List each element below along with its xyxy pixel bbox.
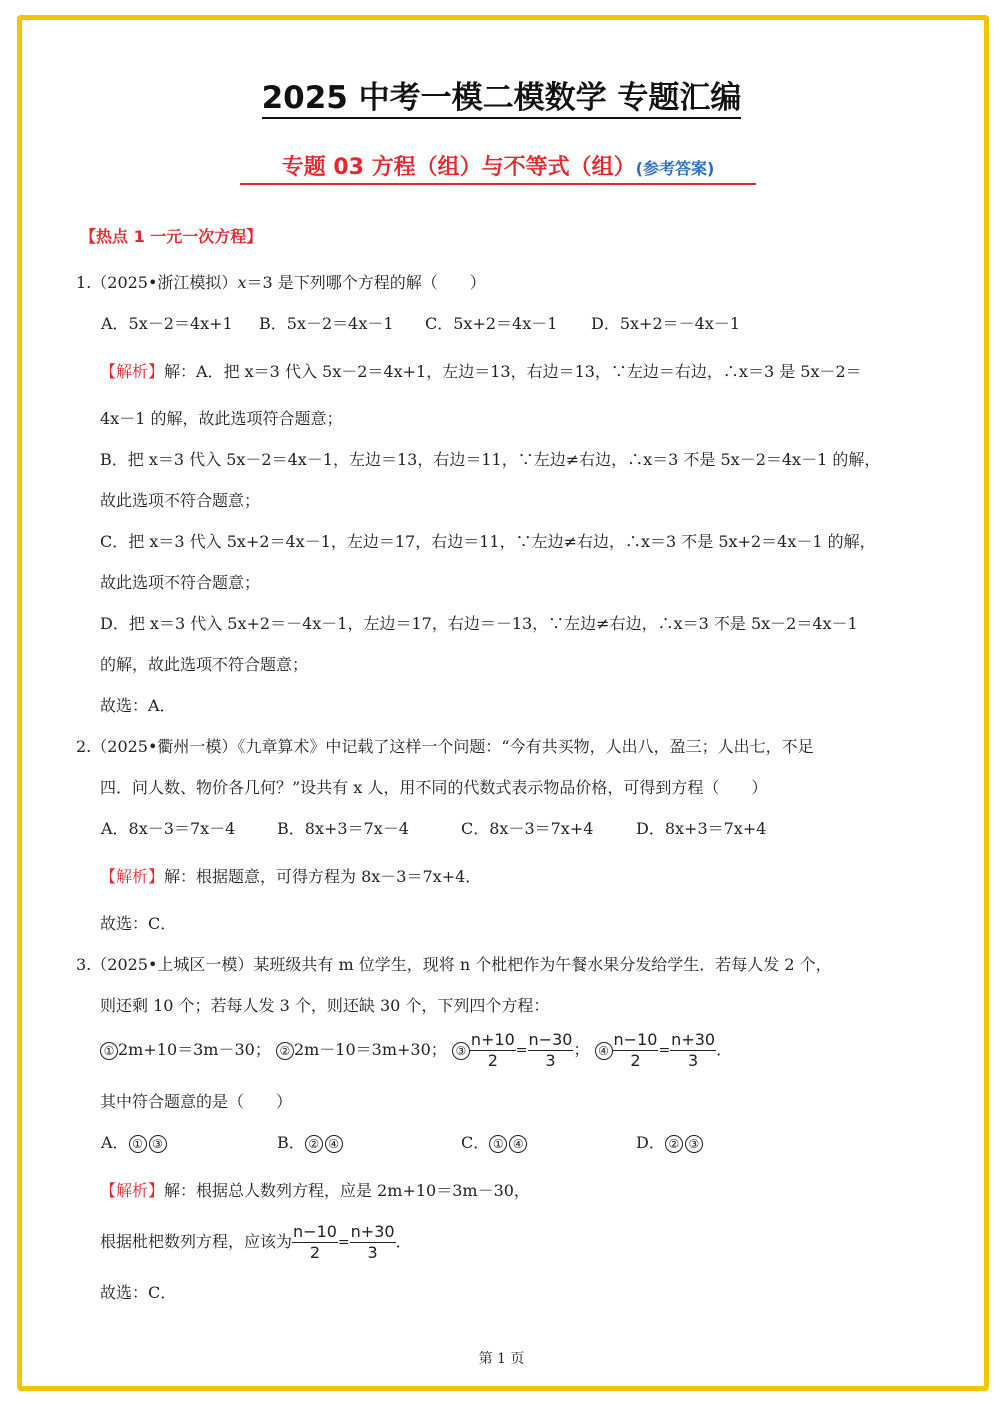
q3-stem-line-1: 3.（2025•上城区一模）某班级共有 m 位学生，现将 n 个枇杷作为午餐水果分发给学生．若每人发 2 个， bbox=[76, 955, 832, 974]
q3-answer: 故选：C． bbox=[100, 1283, 177, 1302]
q3-equations: ① 2m+10＝3m－30； ② 2m－10＝3m+30； ③ $\frac{n+10}{2}$ = $\frac{n-30}{3}$ ； ④ $\frac{n-10}{2}$ = $\frac{n+30}{3}$ ． bbox=[100, 1028, 732, 1073]
q1-stem: 1.（2025•浙江模拟）x＝3 是下列哪个方程的解（ ） bbox=[76, 273, 486, 292]
q1-option-d: D．5x+2＝－4x－1 bbox=[591, 314, 741, 333]
circle-1: ① bbox=[129, 1135, 147, 1153]
q1-analysis-line-4: 故此选项不符合题意； bbox=[100, 491, 261, 510]
analysis-tag: 【解析】 bbox=[100, 867, 165, 886]
circle-2: ② bbox=[276, 1042, 294, 1060]
circle-4: ④ bbox=[595, 1042, 613, 1060]
q2-stem-line-1: 2.（2025•衢州一模）《九章算术》中记载了这样一个问题：“今有共买物，人出八，盈三；人出七，不足 bbox=[76, 737, 814, 756]
circle-3: ③ bbox=[149, 1135, 167, 1153]
q3-option-b: B． ② ④ bbox=[277, 1132, 343, 1154]
q2-option-c: C．8x－3＝7x+4 bbox=[461, 819, 594, 838]
q1-analysis-line-8: 的解，故此选项不符合题意； bbox=[100, 655, 309, 674]
circle-3: ③ bbox=[452, 1042, 470, 1060]
page-number: 第 1 页 bbox=[478, 1351, 525, 1367]
q3-stem-line-2: 则还剩 10 个；若每人发 3 个，则还缺 30 个，下列四个方程： bbox=[100, 996, 550, 1015]
q2-answer: 故选：C． bbox=[100, 914, 177, 933]
fraction: $\frac{n-30}{3}$ bbox=[528, 1030, 573, 1070]
analysis-tag: 【解析】 bbox=[100, 362, 165, 381]
circle-1: ① bbox=[100, 1042, 118, 1060]
q3-option-a: A． ① ③ bbox=[101, 1132, 167, 1154]
q1-option-a: A．5x－2＝4x+1 bbox=[101, 314, 233, 333]
circle-1: ① bbox=[489, 1135, 507, 1153]
q3-analysis-line-2: 根据枇杷数列方程，应该为 $\frac{n-10}{2}$ = $\frac{n+30}{3}$ ． bbox=[100, 1222, 412, 1262]
q1-analysis-line-7: D．把 x＝3 代入 5x+2＝－4x－1，左边＝17，右边＝－13，∵左边≠右边，∴x＝3 不是 5x－2＝4x－1 bbox=[100, 614, 858, 633]
document-title: 2025 中考一模二模数学 专题汇编 bbox=[0, 72, 1003, 117]
q2-analysis: 【解析】解：根据题意，可得方程为 8x－3＝7x+4． bbox=[100, 867, 482, 886]
q3-analysis-line-1: 【解析】解：根据总人数列方程，应是 2m+10＝3m－30， bbox=[100, 1181, 530, 1200]
q1-analysis-line-5: C．把 x＝3 代入 5x+2＝4x－1，左边＝17，右边＝11，∵左边≠右边，∴x＝3 不是 5x+2＝4x－1 的解， bbox=[100, 532, 876, 551]
circle-2: ② bbox=[305, 1135, 323, 1153]
topic-subtitle: 专题 03 方程（组）与不等式（组）(参考答案) bbox=[240, 150, 756, 185]
q3-option-d: D． ② ③ bbox=[636, 1132, 703, 1154]
answer-tag: (参考答案) bbox=[635, 159, 715, 178]
circle-4: ④ bbox=[509, 1135, 527, 1153]
section-heading: 【热点 1 一元一次方程】 bbox=[80, 227, 263, 246]
q1-option-c: C．5x+2＝4x－1 bbox=[425, 314, 558, 333]
circle-4: ④ bbox=[325, 1135, 343, 1153]
q3-option-c: C． ① ④ bbox=[461, 1132, 527, 1154]
fraction: $\frac{n+30}{3}$ bbox=[350, 1222, 395, 1262]
fraction: $\frac{n+30}{3}$ bbox=[671, 1030, 716, 1070]
q3-question: 其中符合题意的是（ ） bbox=[100, 1092, 293, 1111]
q1-analysis-line-2: 4x－1 的解，故此选项符合题意； bbox=[100, 409, 343, 428]
circle-3: ③ bbox=[685, 1135, 703, 1153]
q1-analysis-line-3: B．把 x＝3 代入 5x－2＝4x－1，左边＝13，右边＝11，∵左边≠右边，∴x＝3 不是 5x－2＝4x－1 的解， bbox=[100, 450, 881, 469]
circle-2: ② bbox=[665, 1135, 683, 1153]
q2-option-d: D．8x+3＝7x+4 bbox=[636, 819, 767, 838]
q1-option-b: B．5x－2＝4x－1 bbox=[259, 314, 394, 333]
analysis-tag: 【解析】 bbox=[100, 1181, 165, 1200]
fraction: $\frac{n-10}{2}$ bbox=[293, 1222, 337, 1262]
q2-stem-line-2: 四．问人数、物价各几何？”设共有 x 人，用不同的代数式表示物品价格，可得到方程（ ） bbox=[100, 778, 768, 797]
q2-option-b: B．8x+3＝7x－4 bbox=[277, 819, 409, 838]
fraction: $\frac{n+10}{2}$ bbox=[470, 1030, 515, 1070]
q1-analysis-line-1: 【解析】解：A．把 x＝3 代入 5x－2＝4x+1，左边＝13，右边＝13，∵左边＝右边，∴x＝3 是 5x－2＝ bbox=[100, 362, 862, 381]
fraction: $\frac{n-10}{2}$ bbox=[613, 1030, 658, 1070]
q2-option-a: A．8x－3＝7x－4 bbox=[101, 819, 236, 838]
q1-answer: 故选：A． bbox=[100, 696, 176, 715]
q1-analysis-line-6: 故此选项不符合题意； bbox=[100, 573, 261, 592]
